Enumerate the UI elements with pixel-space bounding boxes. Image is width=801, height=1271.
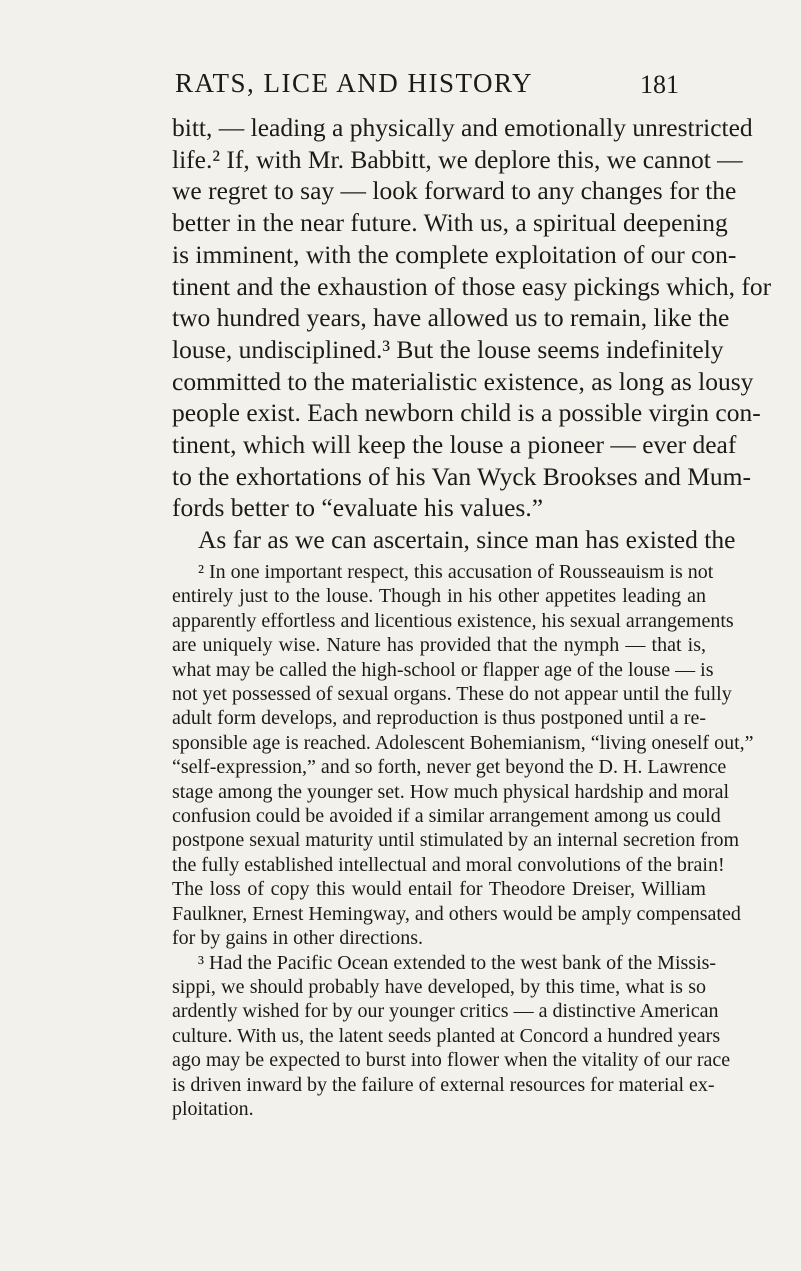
footnote-line: entirely just to the louse. Though in his other appetites leading an [172,585,706,608]
footnote-line: Faulkner, Ernest Hemingway, and others would be amply compensated [172,902,741,925]
text-line: committed to the materialistic existence, as long as lousy [172,366,754,396]
text-line: two hundred years, have allowed us to remain, like the [172,303,730,333]
footnote-line: stage among the younger set. How much physical hardship and moral [172,780,730,803]
footnote-line: sippi, we should probably have developed, by this time, what is so [172,975,706,998]
footnote-line: are uniquely wise. Nature has provided that the nymph — that is, [172,634,706,657]
footnote-line: The loss of copy this would entail for Theodore Dreiser, William [172,878,706,901]
text-line: As far as we can ascertain, since man has existed the [198,525,736,555]
footnote-line: the fully established intellectual and moral convolutions of the brain! [172,853,725,876]
footnote-line: ago may be expected to burst into flower when the vitality of our race [172,1049,731,1072]
text-line: better in the near future. With us, a spiritual deepening [172,208,728,238]
footnotes [172,560,754,1121]
text-line: to the exhortations of his Van Wyck Brookses and Mum- [172,461,751,491]
text-line: life.² If, with Mr. Babbitt, we deplore this, we cannot — [172,144,743,174]
footnote-line: confusion could be avoided if a similar arrangement among us could [172,805,721,828]
footnote-line: ² In one important respect, this accusation of Rousseauism is not [198,561,714,583]
footnote-line: not yet possessed of sexual organs. These do not appear until the fully [172,683,732,706]
text-line: is imminent, with the complete exploitation of our con- [172,239,737,269]
main-text [172,112,772,556]
footnote-line: culture. With us, the latent seeds planted at Concord a hundred years [172,1024,721,1047]
text-line: fords better to “evaluate his values.” [172,493,544,523]
text-line: we regret to say — look forward to any changes for the [172,176,737,206]
text-line: tinent and the exhaustion of those easy pickings which, for [172,271,772,301]
footnote-3 [172,951,731,1122]
footnote-line: ploitation. [172,1097,254,1120]
footnote-line: “self-expression,” and so forth, never get beyond the D. H. Lawrence [172,756,727,779]
footnote-line: what may be called the high-school or flapper age of the louse — is [172,658,714,681]
footnote-line: ³ Had the Pacific Ocean extended to the west bank of the Missis- [198,951,717,974]
text-line: bitt, — leading a physically and emotionally unrestricted [172,113,753,142]
running-title: RATS, LICE AND HISTORY [175,68,534,98]
footnote-line: sponsible age is reached. Adolescent Bohemianism, “living oneself out,” [172,731,754,754]
footnote-line: postpone sexual maturity until stimulated by an internal secretion from [172,829,740,852]
footnote-line: ardently wished for by our younger critics — a distinctive American [172,1000,719,1023]
text-line: people exist. Each newborn child is a possible virgin con- [172,398,761,428]
footnote-line: apparently effortless and licentious existence, his sexual arrangements [172,609,734,632]
footnote-line: adult form develops, and reproduction is thus postponed until a re- [172,707,706,730]
text-line: louse, undisciplined.³ But the louse seems indefinitely [172,334,724,364]
footnote-line: for by gains in other directions. [172,927,424,950]
page-number: 181 [640,70,679,99]
footnote-line: is driven inward by the failure of external resources for material ex- [172,1073,715,1096]
running-header [0,68,801,108]
footnote-2 [172,560,754,951]
text-line: tinent, which will keep the louse a pioneer — ever deaf [172,430,737,460]
